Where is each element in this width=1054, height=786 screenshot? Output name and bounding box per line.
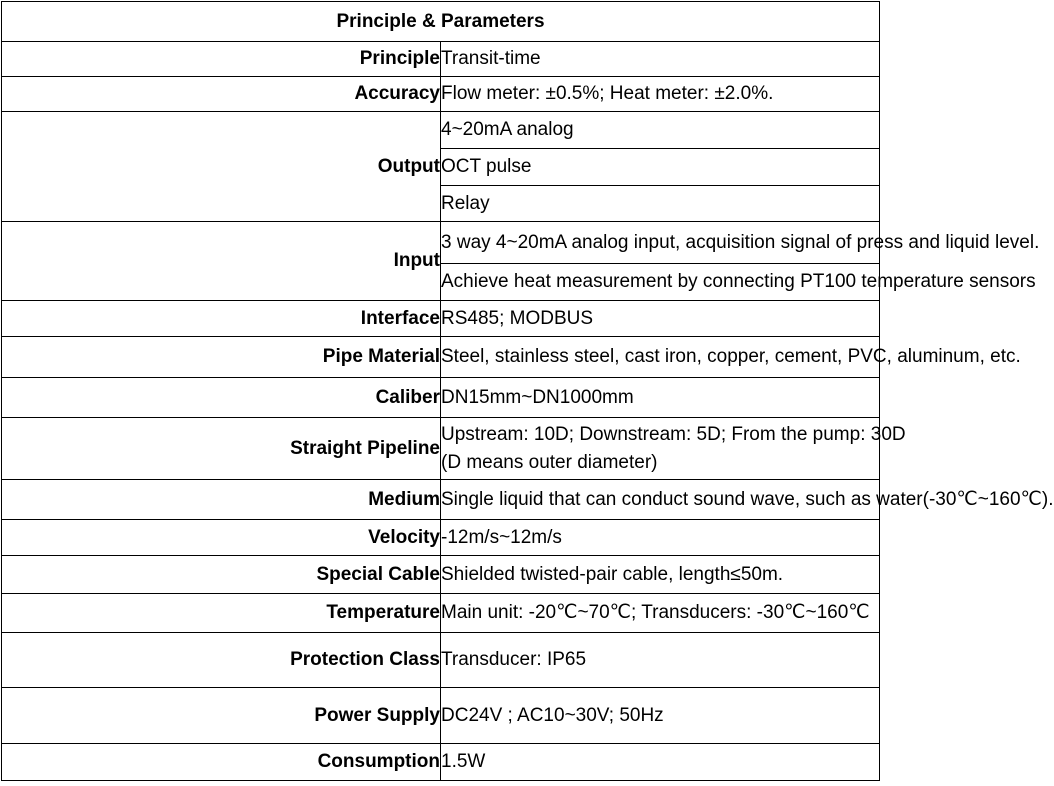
straight-pipeline-value-line-1: Upstream: 10D; Downstream: 5D; From the pump: 30D <box>441 423 906 445</box>
accuracy-value: Flow meter: ±0.5%; Heat meter: ±2.0%. <box>441 77 880 112</box>
output-value-relay: Relay <box>441 186 880 222</box>
principle-label: Principle <box>2 42 441 77</box>
velocity-value: -12m/s~12m/s <box>441 520 880 556</box>
parameters-table <box>1 1 1054 781</box>
table-row <box>2 77 880 112</box>
pipe-material-value: Steel, stainless steel, cast iron, copper, cement, PVC, aluminum, etc. <box>441 337 880 378</box>
table-row <box>2 112 880 149</box>
interface-label: Interface <box>2 301 441 337</box>
output-label: Output <box>2 112 441 222</box>
input-label: Input <box>2 222 441 301</box>
velocity-label: Velocity <box>2 520 441 556</box>
table-header-row <box>2 2 880 42</box>
table-row <box>2 633 880 688</box>
consumption-label: Consumption <box>2 744 441 781</box>
table-row <box>2 744 880 781</box>
interface-value: RS485; MODBUS <box>441 301 880 337</box>
straight-pipeline-label-line-1: Straight <box>290 437 362 459</box>
medium-value: Single liquid that can conduct sound wave, such as water(-30℃~160℃). <box>441 480 880 520</box>
table-row <box>2 688 880 744</box>
protection-class-label-line-2: Class <box>389 649 440 670</box>
protection-class-label <box>2 633 441 688</box>
straight-pipeline-value <box>441 418 906 480</box>
caliber-label: Caliber <box>2 378 441 418</box>
medium-label: Medium <box>2 480 441 520</box>
input-value-heat: Achieve heat measurement by connecting PT100 temperature sensors <box>441 264 880 301</box>
table-row <box>2 556 880 594</box>
special-cable-label: Special Cable <box>2 556 441 594</box>
consumption-value: 1.5W <box>441 744 880 781</box>
table-row <box>2 222 880 264</box>
table-row <box>2 594 880 633</box>
protection-class-value: Transducer: IP65 <box>441 633 880 688</box>
table-row <box>2 418 880 480</box>
table-row <box>2 301 880 337</box>
table-row <box>2 520 880 556</box>
output-value-analog: 4~20mA analog <box>441 112 880 149</box>
table-row <box>2 378 880 418</box>
straight-pipeline-value-line-2: (D means outer diameter) <box>441 451 658 473</box>
special-cable-value: Shielded twisted-pair cable, length≤50m. <box>441 556 880 594</box>
power-supply-value: DC24V ; AC10~30V; 50Hz <box>441 688 880 744</box>
table-row <box>2 42 880 77</box>
temperature-label: Temperature <box>2 594 441 633</box>
output-value-pulse: OCT pulse <box>441 149 880 186</box>
input-value-analog: 3 way 4~20mA analog input, acquisition signal of press and liquid level. <box>441 222 880 264</box>
table-row <box>2 337 880 378</box>
principle-value: Transit-time <box>441 42 880 77</box>
pipe-material-label: Pipe Material <box>2 337 441 378</box>
caliber-value: DN15mm~DN1000mm <box>441 378 880 418</box>
table-title: Principle & Parameters <box>2 2 880 42</box>
protection-class-label-line-1: Protection <box>290 649 385 670</box>
power-supply-label: Power Supply <box>2 688 441 744</box>
accuracy-label: Accuracy <box>2 77 441 112</box>
straight-pipeline-label <box>2 418 441 480</box>
straight-pipeline-label-line-2: Pipeline <box>367 437 440 459</box>
table-row <box>2 480 880 520</box>
temperature-value: Main unit: -20℃~70℃; Transducers: -30℃~160℃ <box>441 594 880 633</box>
